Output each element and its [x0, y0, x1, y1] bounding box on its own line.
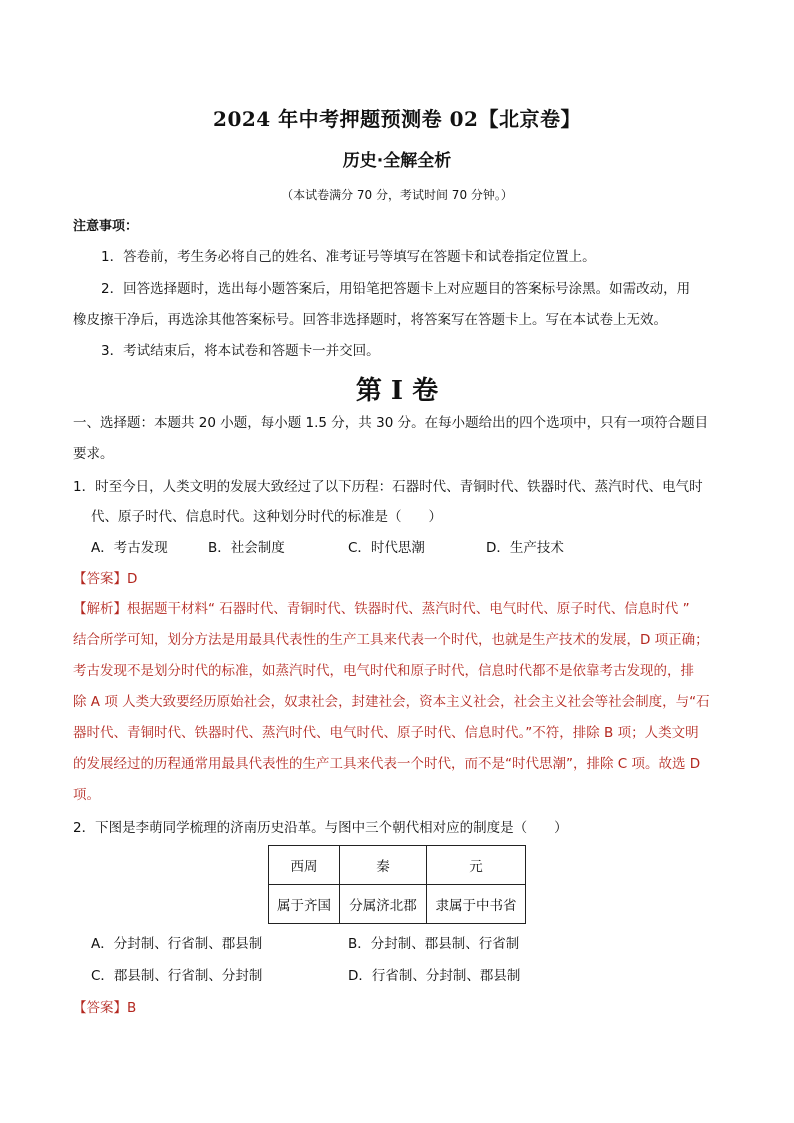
q1-analysis-label: 【解析】 [73, 601, 127, 617]
q2-table [268, 845, 526, 924]
notice-item-2: 2．回答选择题时，选出每小题答案后，用铅笔把答题卡上对应题目的答案标号涂黑。如需改动，用 [101, 281, 691, 297]
notice-item-1: 1．答卷前，考生务必将自己的姓名、准考证号等填写在答题卡和试卷指定位置上。 [101, 249, 596, 265]
table-header-cell: 元 [427, 846, 526, 885]
table-cell: 分属济北郡 [340, 885, 427, 924]
q1-option-b: B．社会制度 [208, 540, 285, 556]
q1-analysis-line: 结合所学可知，划分方法是用最具代表性的生产工具来代表一个时代，也就是生产技术的发展，D 项正确； [73, 632, 709, 648]
table-cell: 属于齐国 [269, 885, 340, 924]
section-title: 第 I 卷 [355, 376, 439, 406]
table-cell: 隶属于中书省 [427, 885, 526, 924]
q2-answer-label: 【答案】 [73, 1000, 127, 1016]
q2-stem: 2．下图是李萌同学梳理的济南历史沿革。与图中三个朝代相对应的制度是（ ） [73, 820, 568, 836]
q1-answer-value: D [127, 571, 138, 587]
q2-option-d: D．行省制、分封制、郡县制 [348, 968, 521, 984]
table-row [269, 846, 526, 885]
q1-option-d: D．生产技术 [486, 540, 564, 556]
notice-heading: 注意事项： [73, 219, 139, 234]
notice-item-2-cont: 橡皮擦干净后，再选涂其他答案标号。回答非选择题时，将答案写在答题卡上。写在本试卷上无效。 [73, 312, 667, 328]
q1-stem-cont: 代、原子时代、信息时代。这种划分时代的标准是（ ） [91, 509, 442, 525]
q2-option-c: C．郡县制、行省制、分封制 [91, 968, 263, 984]
q1-analysis [73, 594, 723, 811]
q1-stem: 1．时至今日，人类文明的发展大致经过了以下历程：石器时代、青铜时代、铁器时代、蒸汽时代、电气时 [73, 479, 703, 495]
q1-analysis-line: 项。 [73, 787, 100, 803]
page-subtitle: 历史·全解全析 [342, 151, 452, 171]
section-instruction: 一、选择题：本题共 20 小题，每小题 1.5 分，共 30 分。在每小题给出的四个选项中，只有一项符合题目 [73, 415, 709, 431]
q2-answer [73, 997, 136, 1019]
notice-item-3: 3．考试结束后，将本试卷和答题卡一并交回。 [101, 343, 380, 359]
q1-analysis-line: 器时代、青铜时代、铁器时代、蒸汽时代、电气时代、原子时代、信息时代。”不符，排除 B 项；人类文明 [73, 725, 699, 741]
q1-answer-label: 【答案】 [73, 571, 127, 587]
q1-option-c: C．时代思潮 [348, 540, 425, 556]
q1-analysis-line: 除 A 项 人类大致要经历原始社会，奴隶社会，封建社会，资本主义社会，社会主义社会等社会制度，与“石 [73, 694, 710, 710]
table-row [269, 885, 526, 924]
exam-note: （本试卷满分 70 分，考试时间 70 分钟。） [281, 188, 513, 202]
q1-analysis-line: 【解析】根据题干材料“ 石器时代、青铜时代、铁器时代、蒸汽时代、电气时代、原子时代、信息时代 ” [73, 601, 690, 617]
q1-analysis-line: 的发展经过的历程通常用最具代表性的生产工具来代表一个时代，而不是“时代思潮”，排除 C 项。故选 D [73, 756, 701, 772]
table-header-cell: 秦 [340, 846, 427, 885]
q1-answer [73, 568, 137, 590]
q2-answer-value: B [127, 1000, 137, 1016]
q1-analysis-line: 考古发现不是划分时代的标准，如蒸汽时代，电气时代和原子时代，信息时代都不是依靠考古发现的，排 [73, 663, 694, 679]
q2-option-b: B．分封制、郡县制、行省制 [348, 936, 520, 952]
q2-option-a: A．分封制、行省制、郡县制 [91, 936, 263, 952]
table-header-cell: 西周 [269, 846, 340, 885]
q1-option-a: A．考古发现 [91, 540, 168, 556]
section-instruction-cont: 要求。 [73, 446, 114, 462]
page-title: 2024 年中考押题预测卷 02【北京卷】 [213, 107, 581, 131]
